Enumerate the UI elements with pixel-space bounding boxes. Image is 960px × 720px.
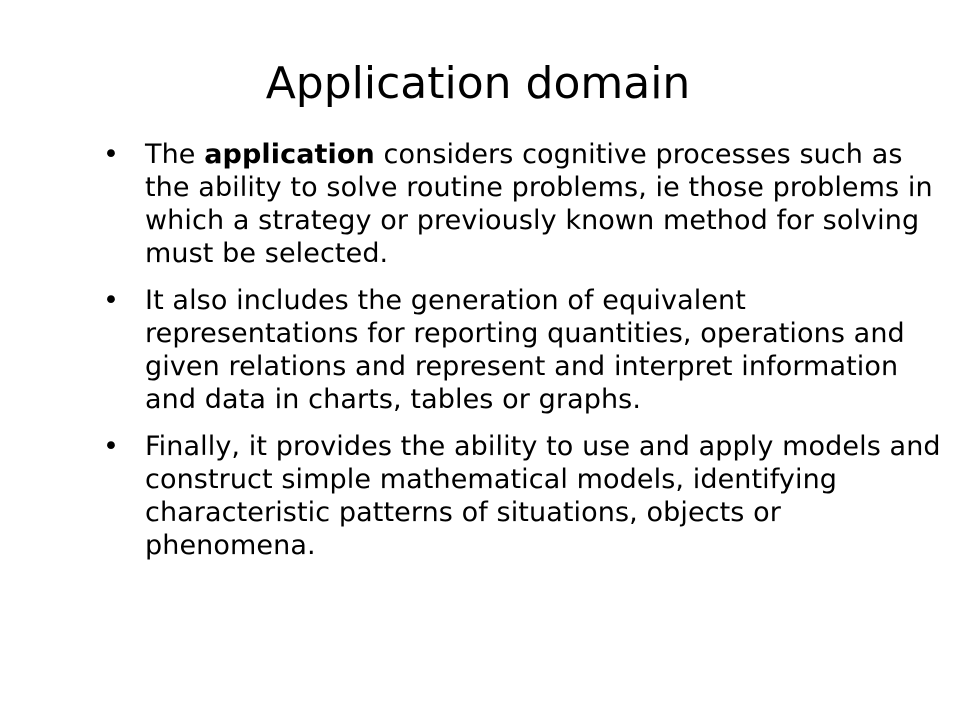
bullet-text: Finally, it provides the ability to use and apply models and construct simple mathematical models, identifying characteristic patterns of situations, objects or phenomena. bbox=[145, 431, 941, 561]
bullet-text: It also includes the generation of equivalent representations for reporting quantities, operations and given relations and represent and interpret information and data in charts, tables or graphs. bbox=[145, 285, 905, 415]
bullet-emphasis: application bbox=[204, 139, 375, 170]
slide-title: Application domain bbox=[265, 58, 691, 109]
bullet-list bbox=[100, 138, 950, 576]
bullet-marker-icon: • bbox=[103, 139, 120, 170]
bullet-marker-icon: • bbox=[103, 431, 120, 462]
bullet-item-1 bbox=[100, 138, 950, 270]
bullet-text-suffix: considers cognitive processes such as the ability to solve routine problems, ie those problems in which a strategy or previously known method for solving must be selected. bbox=[145, 139, 933, 269]
bullet-marker-icon: • bbox=[103, 285, 120, 316]
bullet-item-3 bbox=[100, 430, 950, 562]
bullet-item-2 bbox=[100, 284, 950, 416]
bullet-text-prefix: The bbox=[145, 139, 205, 170]
